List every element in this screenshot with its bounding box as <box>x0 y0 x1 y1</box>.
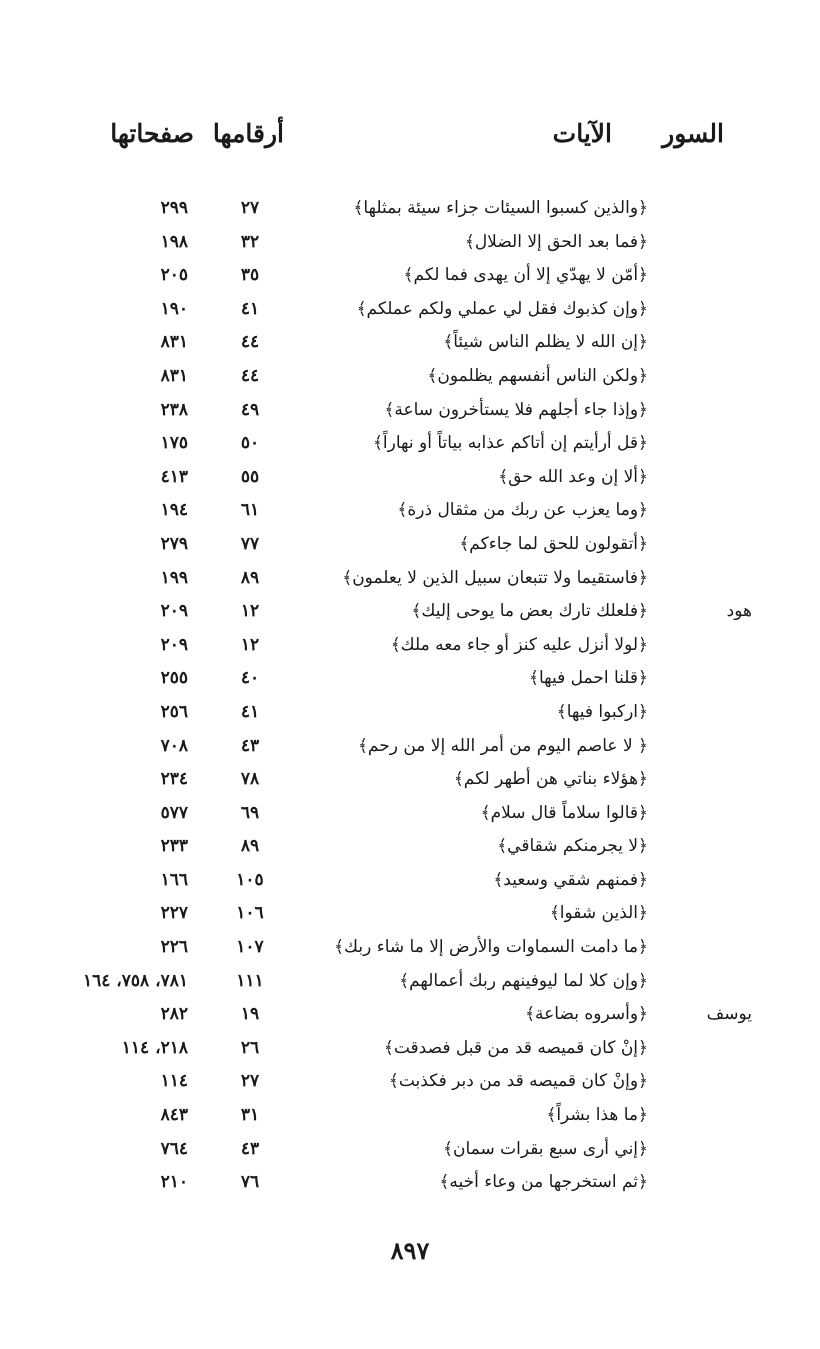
verse-number-cell: ٤٤ <box>240 332 260 353</box>
page-reference-cell: ٢٠٩ <box>160 634 188 655</box>
verse-cell: ﴿وإذا جاء أجلهم فلا يستأخرون ساعة﴾ <box>384 399 648 420</box>
table-row <box>0 998 820 1032</box>
verse-cell: ﴿والذين كسبوا السيئات جزاء سيئة بمثلها﴾ <box>353 198 648 218</box>
page-reference-cell: ٢٩٩ <box>160 198 188 218</box>
page-reference-cell: ٧٠٨ <box>160 735 188 756</box>
page-reference-cell: ٢٠٩ <box>160 601 188 622</box>
page-reference-cell: ٨٣١ <box>160 332 188 353</box>
verse-number-cell: ١٢ <box>240 601 260 622</box>
verse-number-cell: ٤٣ <box>240 735 260 756</box>
page-reference-cell: ٢٣٣ <box>160 836 188 857</box>
verse-number-cell: ١١١ <box>236 970 264 991</box>
verse-number-cell: ٢٦ <box>240 1037 260 1058</box>
verse-cell: ﴿ما دامت السماوات والأرض إلا ما شاء ربك﴾ <box>334 937 648 958</box>
verse-number-cell: ٧٨ <box>240 769 260 790</box>
table-row <box>0 226 820 260</box>
verse-cell: ﴿ لا عاصم اليوم من أمر الله إلا من رحم﴾ <box>357 735 648 756</box>
verse-number-cell: ٨٩ <box>240 567 260 588</box>
header-verse-numbers: أرقامها <box>212 119 284 148</box>
page-reference-cell: ٢٠٥ <box>160 265 188 286</box>
verse-cell: ﴿فما بعد الحق إلا الضلال﴾ <box>464 231 648 252</box>
verse-cell: ﴿ولكن الناس أنفسهم يظلمون﴾ <box>427 365 648 386</box>
table-row <box>0 662 820 696</box>
verse-number-cell: ١٠٧ <box>236 937 264 958</box>
table-row <box>0 326 820 360</box>
surah-cell: يوسف <box>706 1004 752 1025</box>
surah-cell: هود <box>726 601 752 622</box>
verse-number-cell: ٥٠ <box>240 433 260 454</box>
page-number: ٨٩٧ <box>390 1236 430 1265</box>
verse-number-cell: ٥٥ <box>240 466 260 487</box>
verse-cell: ﴿فلعلك تارك بعض ما يوحى إليك﴾ <box>411 601 648 622</box>
page-reference-cell: ٧٨١، ٧٥٨، ١٦٤ <box>82 970 188 991</box>
verse-number-cell: ٢٧ <box>240 198 260 218</box>
table-row <box>0 830 820 864</box>
verse-number-cell: ١٠٥ <box>236 869 264 890</box>
verse-number-cell: ٤٣ <box>240 1138 260 1159</box>
verse-cell: ﴿قل أرأيتم إن أتاكم عذابه بياتاً أو نهاراً﴾ <box>372 433 648 454</box>
table-row <box>0 528 820 562</box>
page-reference-cell: ١٩٠ <box>160 298 188 319</box>
page-reference-cell: ١٩٩ <box>160 567 188 588</box>
table-row <box>0 864 820 898</box>
verse-cell: ﴿لولا أنزل عليه كنز أو جاء معه ملك﴾ <box>390 634 648 655</box>
table-row <box>0 259 820 293</box>
verse-cell: ﴿ما هذا بشراً﴾ <box>546 1105 648 1126</box>
verse-cell: ﴿أمّن لا يهدّي إلا أن يهدى فما لكم﴾ <box>403 265 648 286</box>
table-row <box>0 629 820 663</box>
verse-cell: ﴿إن الله لا يظلم الناس شيئاً﴾ <box>443 332 648 353</box>
table-row <box>0 931 820 965</box>
verse-number-cell: ٣٥ <box>240 265 260 286</box>
table-row <box>0 461 820 495</box>
table-row <box>0 897 820 931</box>
page-reference-cell: ٢٢٧ <box>160 903 188 924</box>
verse-cell: ﴿هؤلاء بناتي هن أطهر لكم﴾ <box>453 769 648 790</box>
verse-number-cell: ٣١ <box>240 1105 260 1126</box>
header-surah: السور <box>662 119 724 148</box>
verse-cell: ﴿ثم استخرجها من وعاء أخيه﴾ <box>439 1172 648 1193</box>
table-row <box>0 1166 820 1200</box>
verse-cell: ﴿أتقولون للحق لما جاءكم﴾ <box>459 533 648 554</box>
verse-cell: ﴿قالوا سلاماً قال سلام﴾ <box>480 802 648 823</box>
page-reference-cell: ٨٣١ <box>160 365 188 386</box>
verse-number-cell: ٤٠ <box>240 668 260 689</box>
page-reference-cell: ٢٣٨ <box>160 399 188 420</box>
table-row <box>0 763 820 797</box>
verse-cell: ﴿فمنهم شقي وسعيد﴾ <box>493 869 648 890</box>
table-row <box>0 360 820 394</box>
verse-cell: ﴿وما يعزب عن ربك من مثقال ذرة﴾ <box>397 500 648 521</box>
table-row <box>0 1133 820 1167</box>
table-row <box>0 1099 820 1133</box>
page-reference-cell: ٥٧٧ <box>160 802 188 823</box>
table-row <box>0 192 820 226</box>
header-verses: الآيات <box>552 119 612 148</box>
verse-cell: ﴿الذين شقوا﴾ <box>549 903 648 924</box>
page-reference-cell: ٢٣٤ <box>160 769 188 790</box>
verse-number-cell: ٤٤ <box>240 365 260 386</box>
table-row <box>0 1032 820 1066</box>
page-reference-cell: ٧٦٤ <box>160 1138 188 1159</box>
verse-number-cell: ٧٧ <box>240 533 260 554</box>
page-reference-cell: ٨٤٣ <box>160 1105 188 1126</box>
verse-number-cell: ١٩ <box>240 1004 260 1025</box>
table-row <box>0 562 820 596</box>
index-table <box>0 192 820 1200</box>
verse-number-cell: ٤٩ <box>240 399 260 420</box>
table-row <box>0 1065 820 1099</box>
page-reference-cell: ٢٨٢ <box>160 1004 188 1025</box>
verse-cell: ﴿اركبوا فيها﴾ <box>556 701 648 722</box>
table-row <box>0 797 820 831</box>
table-row <box>0 696 820 730</box>
verse-number-cell: ٨٩ <box>240 836 260 857</box>
verse-number-cell: ١٢ <box>240 634 260 655</box>
table-row <box>0 595 820 629</box>
verse-number-cell: ٤١ <box>240 298 260 319</box>
table-row <box>0 965 820 999</box>
verse-number-cell: ١٠٦ <box>236 903 264 924</box>
table-row <box>0 427 820 461</box>
table-row <box>0 293 820 327</box>
verse-cell: ﴿وإن كلا لما ليوفينهم ربك أعمالهم﴾ <box>399 970 648 991</box>
verse-number-cell: ٦١ <box>240 500 260 521</box>
verse-cell: ﴿إني أرى سبع بقرات سمان﴾ <box>443 1138 648 1159</box>
table-row <box>0 394 820 428</box>
verse-number-cell: ٤١ <box>240 701 260 722</box>
page-reference-cell: ١١٤ <box>160 1071 188 1092</box>
page-reference-cell: ٢٥٦ <box>160 701 188 722</box>
page-reference-cell: ١٧٥ <box>160 433 188 454</box>
verse-cell: ﴿وإن كذبوك فقل لي عملي ولكم عملكم﴾ <box>356 298 648 319</box>
verse-cell: ﴿ألا إن وعد الله حق﴾ <box>498 466 648 487</box>
verse-number-cell: ٣٢ <box>240 231 260 252</box>
page-reference-cell: ٢٢٦ <box>160 937 188 958</box>
page-reference-cell: ١٩٨ <box>160 231 188 252</box>
page-reference-cell: ٢٧٩ <box>160 533 188 554</box>
verse-number-cell: ٢٧ <box>240 1071 260 1092</box>
page-reference-cell: ١٩٤ <box>160 500 188 521</box>
verse-cell: ﴿وإنْ كان قميصه قد من دبر فكذبت﴾ <box>388 1071 648 1092</box>
page-reference-cell: ٤١٣ <box>160 466 188 487</box>
verse-cell: ﴿وأسروه بضاعة﴾ <box>525 1004 648 1025</box>
verse-cell: ﴿لا يجرمنكم شقاقي﴾ <box>497 836 648 857</box>
table-row <box>0 730 820 764</box>
verse-cell: ﴿فاستقيما ولا تتبعان سبيل الذين لا يعلمون﴾ <box>342 567 648 588</box>
header-pages: صفحاتها <box>110 119 194 148</box>
page-reference-cell: ٢١٨، ١١٤ <box>121 1037 188 1058</box>
table-row <box>0 494 820 528</box>
verse-cell: ﴿قلنا احمل فيها﴾ <box>529 668 648 689</box>
page-reference-cell: ١٦٦ <box>160 869 188 890</box>
verse-number-cell: ٧٦ <box>240 1172 260 1193</box>
verse-cell: ﴿إنْ كان قميصه قد من قبل فصدقت﴾ <box>383 1037 648 1058</box>
verse-number-cell: ٦٩ <box>240 802 260 823</box>
page-reference-cell: ٢٥٥ <box>160 668 188 689</box>
page-reference-cell: ٢١٠ <box>160 1172 188 1193</box>
